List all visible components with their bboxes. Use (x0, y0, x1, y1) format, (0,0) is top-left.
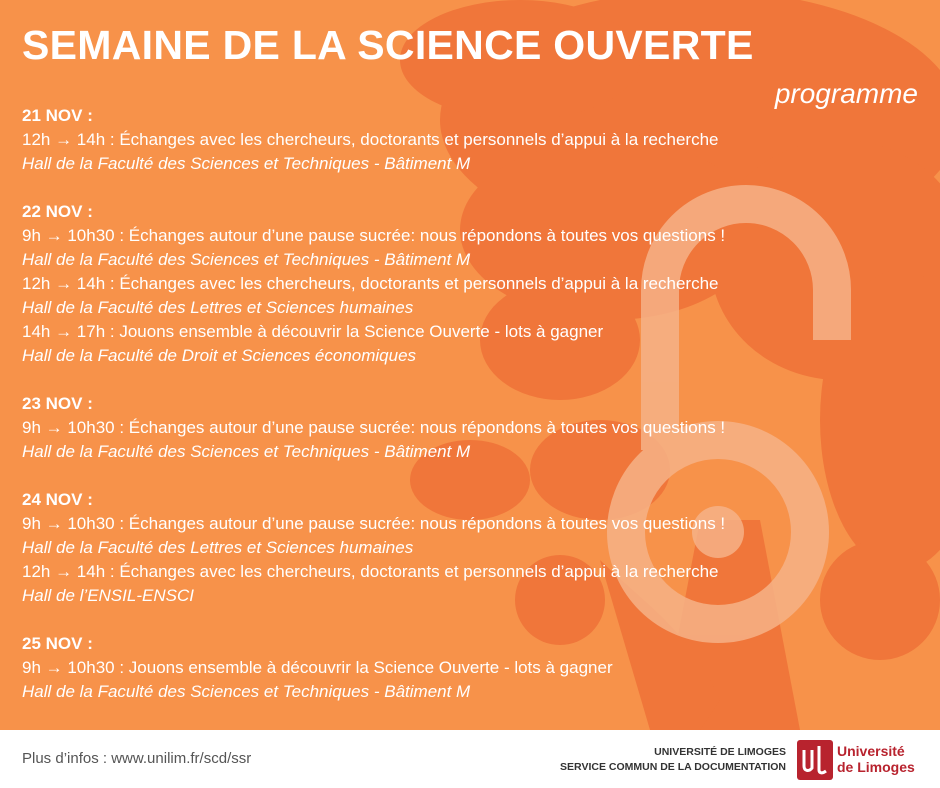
day-label: 23 NOV : (22, 394, 93, 413)
event-time: 9h → 10h30 : Jouons ensemble à découvrir la Science Ouverte - lots à gagner (22, 658, 613, 677)
day-label: 21 NOV : (22, 106, 93, 125)
event-time: 9h → 10h30 : Échanges autour d’une pause sucrée: nous répondons à toutes vos questions ! (22, 514, 726, 533)
university-logo-mark-icon (797, 740, 833, 780)
org-line-service: SERVICE COMMUN DE LA DOCUMENTATION (560, 761, 786, 773)
poster-title: SEMAINE DE LA SCIENCE OUVERTE (22, 22, 754, 68)
org-line-university: UNIVERSITÉ DE LIMOGES (654, 746, 786, 758)
event-time: 12h → 14h : Échanges avec les chercheurs, doctorants et personnels d’appui à la recherche (22, 274, 719, 293)
event-time: 9h → 10h30 : Échanges autour d’une pause sucrée: nous répondons à toutes vos questions ! (22, 418, 726, 437)
event-place: Hall de la Faculté des Sciences et Techniques - Bâtiment M (22, 682, 471, 701)
event-place: Hall de la Faculté de Droit et Sciences économiques (22, 346, 417, 365)
day-block (22, 200, 922, 368)
schedule (22, 104, 922, 728)
footer (0, 730, 940, 788)
event-time: 12h → 14h : Échanges avec les chercheurs, doctorants et personnels d’appui à la recherche (22, 130, 719, 149)
event-place: Hall de la Faculté des Lettres et Sciences humaines (22, 298, 414, 317)
day-label: 22 NOV : (22, 202, 93, 221)
event-time: 9h → 10h30 : Échanges autour d’une pause sucrée: nous répondons à toutes vos questions ! (22, 226, 726, 245)
event-place: Hall de la Faculté des Sciences et Techniques - Bâtiment M (22, 250, 471, 269)
university-logo (797, 740, 927, 780)
day-block (22, 632, 922, 704)
day-label: 25 NOV : (22, 634, 93, 653)
more-info-link[interactable]: Plus d’infos : www.unilim.fr/scd/ssr (22, 750, 252, 767)
poster-subtitle: programme (774, 78, 918, 109)
event-time: 12h → 14h : Échanges avec les chercheurs, doctorants et personnels d’appui à la recherche (22, 562, 719, 581)
university-logo-text (837, 743, 915, 775)
event-place: Hall de l’ENSIL-ENSCI (22, 586, 194, 605)
logo-text-line2: de Limoges (837, 759, 915, 775)
event-place: Hall de la Faculté des Lettres et Sciences humaines (22, 538, 414, 557)
event-place: Hall de la Faculté des Sciences et Techniques - Bâtiment M (22, 442, 471, 461)
logo-text-line1: Université (837, 743, 905, 759)
event-time: 14h → 17h : Jouons ensemble à découvrir la Science Ouverte - lots à gagner (22, 322, 604, 341)
day-block (22, 392, 922, 464)
day-label: 24 NOV : (22, 490, 93, 509)
day-block (22, 104, 922, 176)
event-place: Hall de la Faculté des Sciences et Techniques - Bâtiment M (22, 154, 471, 173)
day-block (22, 488, 922, 608)
organization-name (560, 745, 786, 775)
